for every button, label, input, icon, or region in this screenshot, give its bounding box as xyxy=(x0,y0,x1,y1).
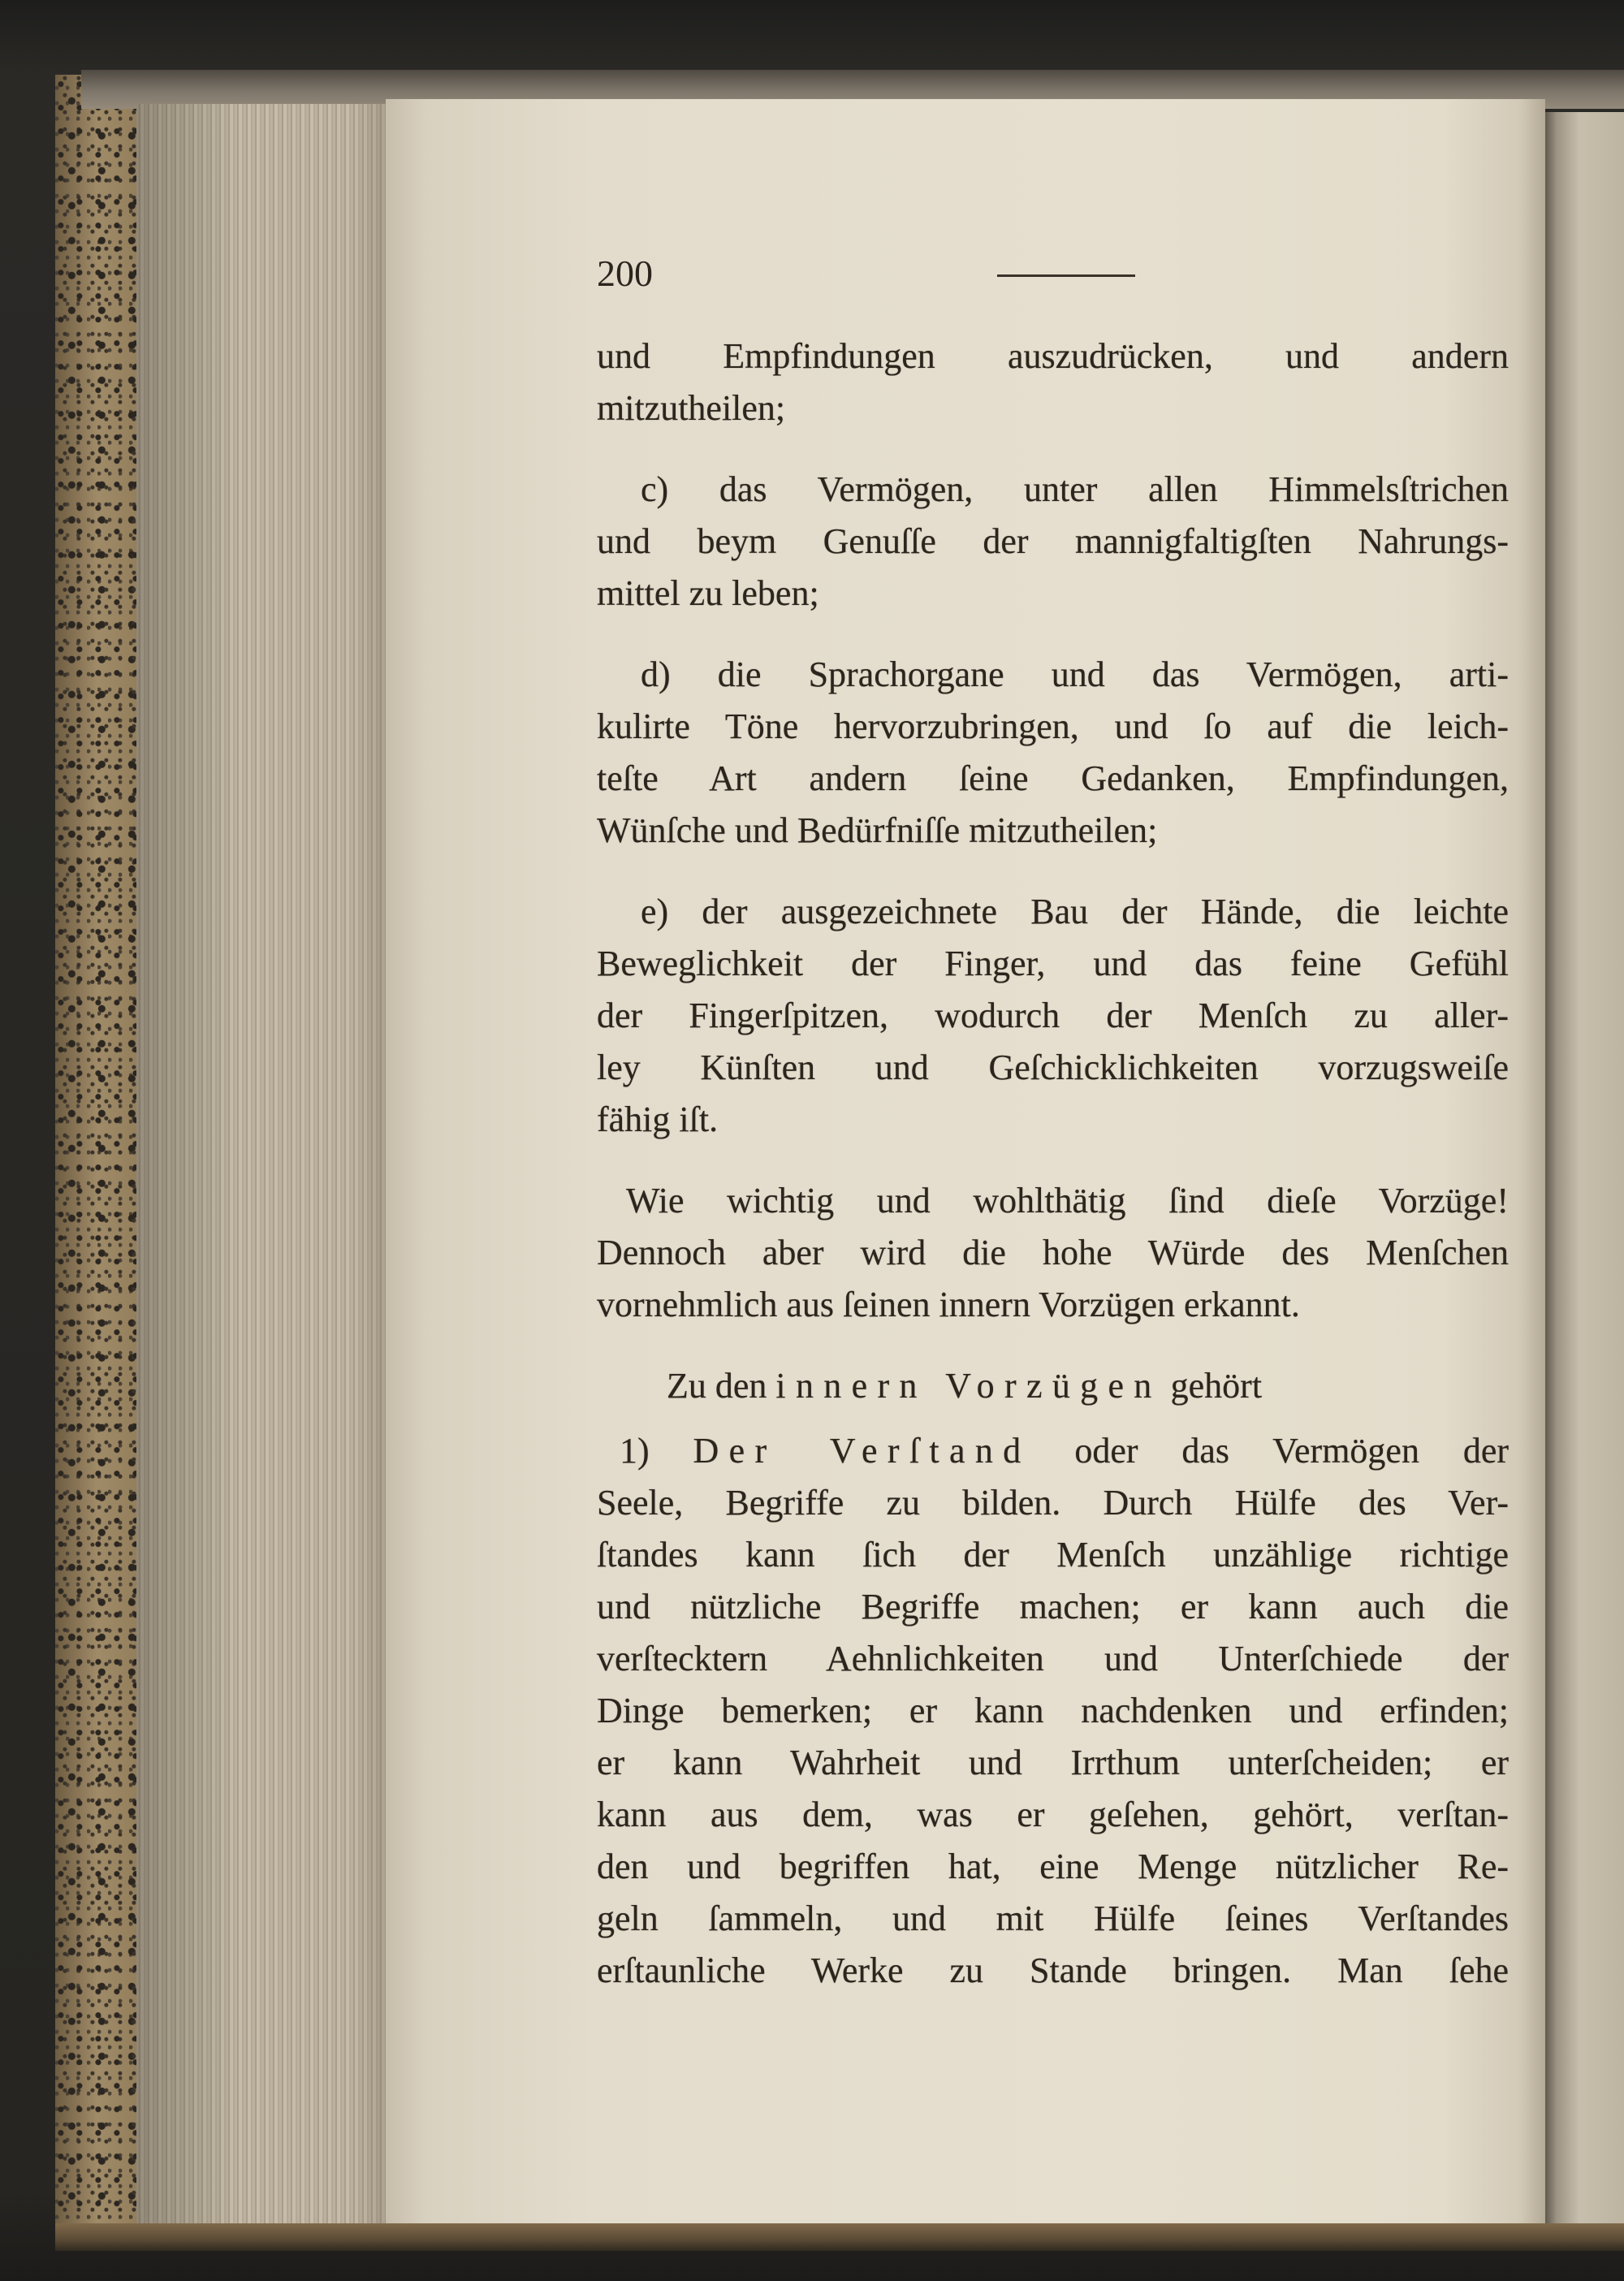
paragraph-remark xyxy=(597,1175,1509,1331)
text-line: d) die Sprachorgane und das Vermögen, arti- xyxy=(641,654,1509,694)
text-line: der Fingerſpitzen, wodurch der Menſch zu aller- xyxy=(597,996,1509,1035)
text-line: und beym Genuſſe der mannigfaltigſten Nahrungs- xyxy=(597,521,1509,561)
page-number: 200 xyxy=(597,253,653,294)
paragraph-item-d xyxy=(597,649,1509,857)
heading-text: gehört xyxy=(1170,1366,1263,1406)
text-line: erſtaunliche Werke zu Stande bringen. Man ſehe xyxy=(597,1951,1509,1990)
text-line: und Empfindungen auszudrücken, und andern xyxy=(597,336,1509,376)
text-line: ley Künſten und Geſchicklichkeiten vorzugsweiſe xyxy=(597,1048,1509,1087)
heading-spaced-text: innern Vorzügen xyxy=(775,1366,1162,1406)
page-edges xyxy=(136,104,388,2227)
paragraph-continuation xyxy=(597,330,1509,434)
text-line: vornehmlich aus ſeinen innern Vorzügen erkannt. xyxy=(597,1285,1300,1324)
text-line: kann aus dem, was er geſehen, gehört, verſtan- xyxy=(597,1795,1509,1834)
text-line: Dinge bemerken; er kann nachdenken und erfinden; xyxy=(597,1691,1509,1730)
text-line: den und begriffen hat, eine Menge nützlicher Re- xyxy=(597,1847,1509,1886)
text-line: mitzutheilen; xyxy=(597,388,786,428)
text-line: Wünſche und Bedürfniſſe mitzutheilen; xyxy=(597,810,1158,850)
paragraph-item-c xyxy=(597,464,1509,620)
text-line: teſte Art andern ſeine Gedanken, Empfindungen, xyxy=(597,758,1509,798)
header-rule xyxy=(997,274,1135,277)
text-line: Wie wichtig und wohlthätig ſind dieſe Vorzüge! xyxy=(626,1181,1509,1220)
text-line: er kann Wahrheit und Irrthum unterſcheiden; er xyxy=(597,1743,1509,1782)
text-line: ſtandes kann ſich der Menſch unzählige richtige xyxy=(597,1535,1509,1575)
text-line: geln ſammeln, und mit Hülfe ſeines Verſtandes xyxy=(597,1899,1509,1938)
book-bottom-edge xyxy=(55,2223,1624,2251)
text-line: Beweglichkeit der Finger, und das feine Gefühl xyxy=(597,944,1509,983)
text-line: e) der ausgezeichnete Bau der Hände, die leichte xyxy=(641,892,1509,931)
heading-text: Zu den xyxy=(667,1366,767,1406)
text-line: Dennoch aber wird die hohe Würde des Menſchen xyxy=(597,1233,1509,1272)
list-marker: 1) xyxy=(620,1431,650,1471)
text-line xyxy=(597,1360,1509,1412)
text-line: verſtecktern Aehnlichkeiten und Unterſchiede der xyxy=(597,1639,1509,1678)
line-text: oder das Vermögen der xyxy=(1074,1431,1510,1471)
section-heading xyxy=(597,1360,1509,1412)
paragraph-point-1 xyxy=(597,1425,1509,1997)
paragraph-item-e xyxy=(597,886,1509,1146)
page-text xyxy=(597,330,1509,1997)
text-line: kulirte Töne hervorzubringen, und ſo auf die leich- xyxy=(597,706,1509,746)
facing-page-edge xyxy=(1545,112,1624,2233)
text-line xyxy=(597,1425,1509,1477)
text-line: Seele, Begriffe zu bilden. Durch Hülfe des Ver- xyxy=(597,1483,1509,1523)
term-spaced-text: Der Verſtand xyxy=(693,1431,1031,1471)
text-line: fähig iſt. xyxy=(597,1099,719,1139)
text-line: und nützliche Begriffe machen; er kann auch die xyxy=(597,1587,1509,1627)
text-line: mittel zu leben; xyxy=(597,573,819,613)
text-line: c) das Vermögen, unter allen Himmelsſtrichen xyxy=(641,469,1509,509)
